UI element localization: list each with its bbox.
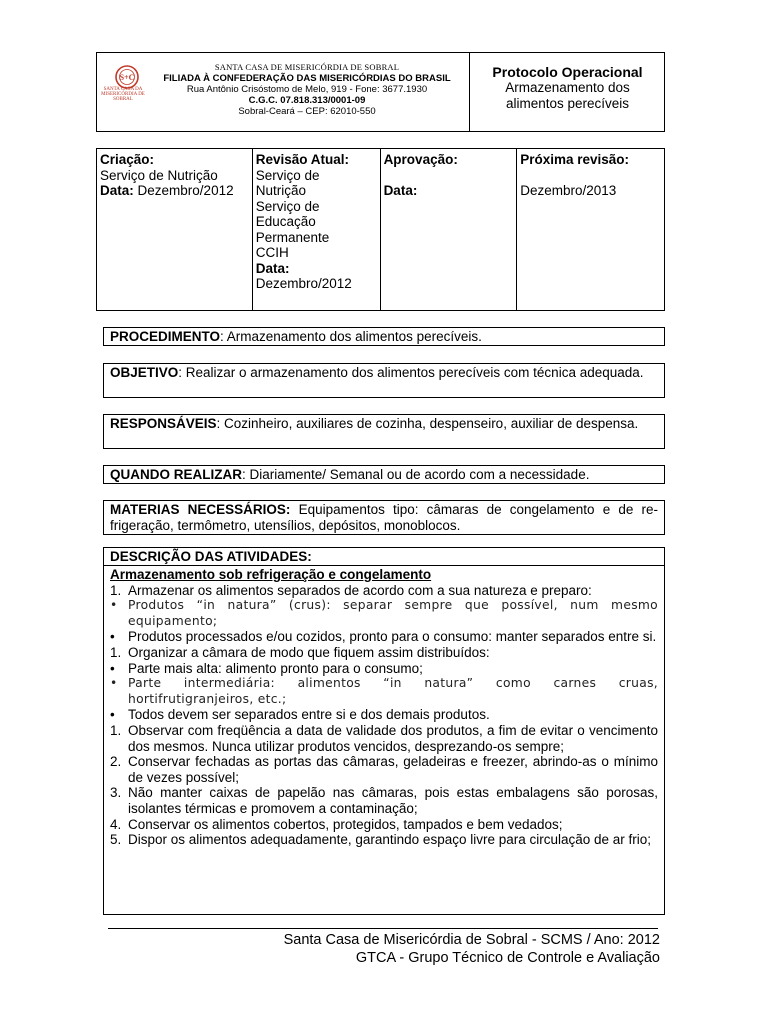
list-item xyxy=(110,817,658,833)
document-header xyxy=(96,52,665,132)
list-item-text: Produtos “in natura” (crus): separar sempre que possível, num mesmo equipamento; xyxy=(128,598,658,628)
current-revision-cell xyxy=(252,149,380,311)
next-revision-cell xyxy=(517,149,665,311)
description-subheading: Armazenamento sob refrigeração e congelamento xyxy=(110,567,432,582)
procedimento-label: PROCEDIMENTO xyxy=(110,329,221,344)
current-revision-line: Serviço de xyxy=(255,198,320,214)
list-marker: 1. xyxy=(110,644,122,660)
revision-table xyxy=(96,148,665,311)
description-body xyxy=(103,565,665,915)
materias-label: MATERIAS NECESSÁRIOS: xyxy=(110,502,291,517)
creation-label: Criação: xyxy=(100,152,155,167)
list-item xyxy=(110,629,658,645)
list-item-text: Parte intermediária: alimentos “in natura” como carnes cruas, hortifrutigranjeiros, etc.; xyxy=(128,676,658,706)
creation-date-line xyxy=(100,183,249,199)
institution-name: SANTA CASA DE MISERICÓRDIA DE SOBRAL xyxy=(214,62,400,72)
footer-line1: Santa Casa de Misericórdia de Sobral - SCMS / Ano: 2012 xyxy=(283,932,660,948)
current-revision-date-label: Data: xyxy=(255,260,290,276)
next-revision-date: Dezembro/2013 xyxy=(520,183,617,198)
list-item xyxy=(110,785,658,816)
list-item xyxy=(110,723,658,754)
current-revision-line: Educação xyxy=(255,214,316,229)
creation-date: Dezembro/2012 xyxy=(137,183,234,198)
list-marker: 2. xyxy=(110,754,122,770)
list-marker: • xyxy=(110,660,115,676)
current-revision-line: CCIH xyxy=(255,245,289,260)
materias-text: Equipamentos tipo: câmaras de congelamento e de re-frigeração, termômetro, utensílios, depósitos, monoblocos. xyxy=(110,502,659,533)
list-marker: • xyxy=(110,676,118,691)
description-list xyxy=(110,583,658,848)
list-item xyxy=(110,661,658,677)
list-item xyxy=(110,598,658,629)
list-item-text: Dispor os alimentos adequadamente, garantindo espaço livre para circulação de ar frio; xyxy=(128,832,652,848)
quando-box xyxy=(103,465,665,484)
footer-line2: GTCA - Grupo Técnico de Controle e Avaliação xyxy=(355,950,660,966)
responsaveis-text: : Cozinheiro, auxiliares de cozinha, despenseiro, auxiliar de despensa. xyxy=(216,416,639,431)
objetivo-text: : Realizar o armazenamento dos alimentos perecíveis com técnica adequada. xyxy=(178,365,644,380)
list-item xyxy=(110,754,658,785)
objetivo-box xyxy=(103,363,665,398)
approval-label: Aprovação: xyxy=(383,152,458,167)
approval-date-label: Data: xyxy=(383,183,418,198)
institution-block xyxy=(147,62,467,117)
creation-cell xyxy=(97,149,253,311)
quando-text: : Diariamente/ Semanal ou de acordo com a necessidade. xyxy=(242,467,590,482)
protocol-subtitle-line2: alimentos perecíveis xyxy=(505,96,630,111)
footer xyxy=(200,931,660,967)
objetivo-label: OBJETIVO xyxy=(110,365,179,380)
list-item-text: Conservar os alimentos cobertos, protegidos, tampados e bem vedados; xyxy=(128,816,563,832)
creation-service: Serviço de Nutrição xyxy=(100,167,218,183)
list-marker: • xyxy=(110,707,115,723)
svg-text:S+C: S+C xyxy=(119,73,135,82)
list-marker: • xyxy=(110,629,115,645)
protocol-subtitle-line1: Armazenamento dos xyxy=(505,80,630,95)
list-item-text: Todos devem ser separados entre si e dos demais produtos. xyxy=(128,707,490,723)
list-marker: 4. xyxy=(110,816,122,832)
logo-caption: SANTA CASA DA MISERICÓRDIA DE SOBRAL xyxy=(101,87,145,102)
list-item xyxy=(110,583,658,599)
procedimento-text: : Armazenamento dos alimentos perecíveis. xyxy=(220,329,482,344)
list-item xyxy=(110,707,658,723)
list-item-text: Produtos processados e/ou cozidos, pronto para o consumo: manter separados entre si. xyxy=(128,629,657,645)
description-heading: DESCRIÇÃO DAS ATIVIDADES: xyxy=(103,547,665,566)
institution-city: Sobral-Ceará – CEP: 62010-550 xyxy=(238,106,376,117)
list-item-text: Armazenar os alimentos separados de acordo com a sua natureza e preparo: xyxy=(128,582,592,598)
list-item-text: Não manter caixas de papelão nas câmaras, pois estas embalagens são porosas, isolantes térmicas e promovem a contaminação; xyxy=(128,785,658,816)
responsaveis-box xyxy=(103,414,665,449)
next-revision-label: Próxima revisão: xyxy=(520,152,630,167)
approval-cell xyxy=(380,149,517,311)
footer-rule xyxy=(108,928,658,929)
quando-label: QUANDO REALIZAR xyxy=(110,467,242,482)
protocol-block xyxy=(470,64,665,112)
procedimento-box xyxy=(103,327,665,346)
list-marker: • xyxy=(110,598,118,613)
list-marker: 1. xyxy=(110,722,122,738)
protocol-title: Protocolo Operacional xyxy=(492,64,643,80)
list-item xyxy=(110,676,658,707)
institution-affiliation: FILIADA À CONFEDERAÇÃO DAS MISERICÓRDIAS DO BRASIL xyxy=(163,73,451,84)
list-item xyxy=(110,645,658,661)
current-revision-line: Permanente xyxy=(255,229,330,245)
creation-date-label: Data: xyxy=(100,183,134,198)
responsaveis-label: RESPONSÁVEIS xyxy=(110,416,217,431)
list-marker: 5. xyxy=(110,832,122,848)
list-item xyxy=(110,832,658,848)
materias-box xyxy=(103,500,665,535)
institution-cgc: C.G.C. 07.818.313/0001-09 xyxy=(248,95,366,106)
list-marker: 1. xyxy=(110,582,122,598)
list-item-text: Conservar fechadas as portas das câmaras, geladeiras e freezer, abrindo-as o mínimo de vezes possível; xyxy=(128,754,658,785)
list-item-text: Organizar a câmara de modo que fiquem assim distribuídos: xyxy=(128,644,490,660)
list-marker: 3. xyxy=(110,785,122,801)
list-item-text: Observar com freqüência a data de validade dos produtos, a fim de evitar o vencimento dos mesmos. Nunca utilizar produtos vencidos, desprezando-os sempre; xyxy=(128,722,658,754)
list-item-text: Parte mais alta: alimento pronto para o consumo; xyxy=(128,660,423,676)
current-revision-line: Serviço de xyxy=(255,167,320,183)
current-revision-line: Nutrição xyxy=(255,183,306,198)
institution-address: Rua Antônio Crisóstomo de Melo, 919 - Fone: 3677.1930 xyxy=(186,84,428,95)
current-revision-date: Dezembro/2012 xyxy=(255,276,352,291)
current-revision-label: Revisão Atual: xyxy=(255,152,349,167)
